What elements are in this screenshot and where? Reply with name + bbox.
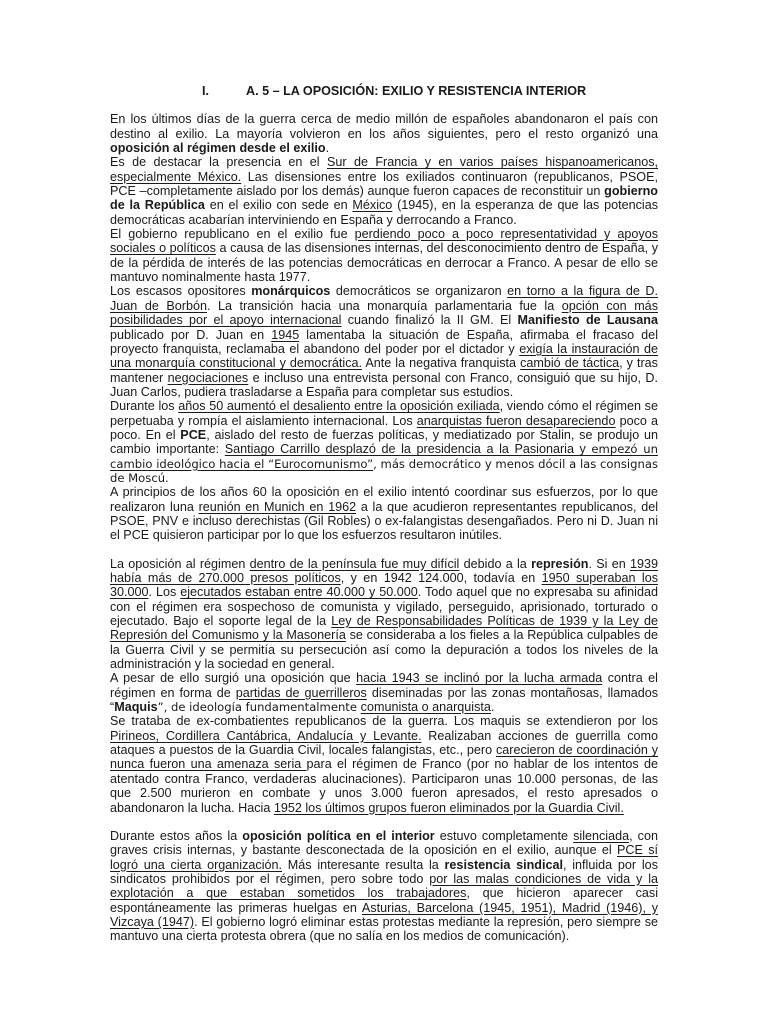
text-run: Las disensiones entre los exiliados continuaron (republicanos, PSOE, PCE –completamente aislado por los demás) aunque fueron capaces de reconstituir un	[110, 169, 658, 199]
bold-text: monárquicos	[251, 284, 331, 299]
paragraph	[110, 671, 658, 714]
text-run: La oposición al régimen	[110, 556, 250, 571]
underlined-text: ejecutados estaban entre 40.000 y 50.000	[180, 585, 418, 600]
text-run: lamentaba la situación de España, afirmaba el fracaso del proyecto franquista, reclamaba el abandono del poder por el dictador y	[110, 327, 658, 356]
text-run: , aislado del resto de fuerzas políticas, y mediatizado por Stalin, se produjo un cambio importante:	[110, 427, 658, 457]
text-run: poco a poco. En el	[110, 413, 658, 442]
text-run: A principios de los años 60 la oposición en el exilio intentó coordinar sus esfuerzos, por lo que realizaron luna	[110, 485, 658, 514]
text-run: debido a la	[459, 556, 532, 571]
underlined-text: comunista o anarquista	[360, 700, 491, 715]
underlined-text: 1939 había más de 270.000 presos políticos	[110, 556, 659, 585]
underlined-text: 1952 los últimos grupos fueron eliminados por la Guardia Civil.	[273, 800, 624, 815]
text-run: contra el régimen en forma de	[110, 671, 658, 700]
text-run: a causa de las disensiones internas, del desconocimiento dentro de España, y de la pérdida de interés de las potencias democráticas en derrocar a Franco. A pesar de ello se mantuvo nominalmente hasta 1977.	[110, 241, 659, 285]
underlined-text: reunión en Munich en 1962	[198, 499, 357, 514]
underlined-text: Ley de Responsabilidades Políticas de 1939 y la Ley de Represión del Comunismo y la Masonería	[110, 614, 658, 643]
text-run: , y tras mantener	[110, 356, 658, 385]
paragraph	[110, 112, 658, 155]
text-run: publicado por D. Juan en	[110, 327, 272, 342]
text-run: Realizaban acciones de guerrilla como ataques a puestos de la Guardia Civil, locales falangistas, etc., pero	[110, 728, 658, 758]
bold-text: oposición al régimen desde el exilio	[110, 141, 326, 156]
paragraph	[110, 227, 658, 284]
underlined-text: dentro de la península fue muy difícil	[249, 556, 460, 571]
underlined-text: años 50 aumentó el desaliento entre la oposición exiliada	[178, 399, 500, 414]
text-run: El gobierno republicano en el exilio fue	[110, 227, 355, 242]
title-number: I.	[202, 84, 209, 98]
text-run: e incluso una entrevista personal con Franco, consiguió que su hijo, D. Juan Carlos, pudiera trasladarse a España para completar sus estudios.	[110, 370, 659, 399]
text-run: diseminadas por las zonas montañosas, llamados “	[110, 685, 659, 715]
underlined-text: Sur de Francia y en varios países hispanoamericanos, especialmente México.	[110, 155, 658, 184]
paragraph-spacer	[110, 543, 658, 557]
underlined-text: negociaciones	[167, 370, 249, 385]
text-run: A pesar de ello surgió una oposición que	[110, 671, 357, 686]
underlined-text: Pirineos, Cordillera Cantábrica, Andalucía y Levante.	[110, 728, 422, 743]
underlined-text: hacia 1943 se inclinó por la lucha armada	[356, 671, 603, 686]
underlined-text: carecieron de coordinación y nunca fueron una amenaza seria	[110, 743, 658, 772]
text-run: a la que acudieron representantes republicanos, del PSOE, PNV e incluso derechistas (Gil Robles) o ex-falangistas desengañados. Pero ni D. Juan ni el PCE quisieron participar por lo que los esfuerzos resultaron inútiles.	[110, 499, 659, 543]
text-run: democráticos se organizaron	[330, 284, 508, 299]
underlined-text: en torno a la figura de D. Juan de Borbón	[110, 284, 658, 313]
text-run: , y en 1942 124.000, todavía en	[340, 571, 542, 585]
underlined-text: empezó un cambio ideológico hacia el “Eurocomunismo”	[110, 442, 658, 471]
text-run: Ante la negativa franquista	[362, 356, 521, 371]
text-run: ”, de ideología fundamentalmente	[157, 700, 361, 715]
bold-text: PCE	[180, 427, 207, 442]
paragraph	[110, 714, 658, 814]
bold-text: Manifiesto de Lausana	[517, 313, 658, 328]
title-text: A. 5 – LA OPOSICIÓN: EXILIO Y RESISTENCIA INTERIOR	[246, 84, 587, 98]
underlined-text: Asturias, Barcelona (1945, 1951), Madrid (1946), y Vizcaya (1947)	[110, 900, 658, 929]
text-run: . Los	[148, 585, 181, 600]
text-run: Los escasos opositores	[110, 284, 252, 299]
page-title	[110, 84, 658, 98]
text-run: . Todo aquel que no expresaba su afinidad con el régimen era sospechoso de comunista y vigilado, perseguido, aprisionado, torturado o ejecutado. Bajo el soporte legal de la	[110, 585, 658, 629]
text-run: , más democrático y menos dócil a las consignas de Moscú.	[110, 456, 658, 485]
text-run: Se trataba de ex-combatientes republicanos de la guerra. Los maquis se extendieron por los	[110, 714, 658, 729]
document-page	[110, 84, 658, 944]
underlined-text: México	[352, 198, 393, 213]
text-run: Más interesante resulta la	[282, 857, 445, 872]
underlined-text: Santiago Carrillo desplazó de la presidencia a la Pasionaria y	[224, 442, 592, 457]
underlined-text: cambió de táctica	[520, 356, 620, 371]
text-run: estuvo completamente	[434, 828, 574, 843]
underlined-text: perdiendo poco a poco representatividad y apoyos sociales o políticos	[110, 227, 658, 256]
text-run: . El gobierno logró eliminar estas protestas mediante la represión, pero siempre se mantuvo una cierta protesta obrera (que no salía en los medios de comunicación).	[110, 914, 659, 944]
text-run: Es de destacar la presencia en el	[110, 155, 327, 170]
underlined-text: exigía la instauración de una monarquía constitucional y democrática.	[110, 341, 658, 371]
text-run: cuando finalizó la II GM. El	[341, 313, 518, 328]
underlined-text: 1950 superaban los 30.000	[110, 571, 658, 600]
underlined-text: silenciada	[573, 828, 630, 843]
text-run: . Si en	[588, 556, 630, 571]
document-body	[110, 112, 658, 943]
text-run: se consideraba a los fieles a la República culpables de la Guerra Civil y se permitía su persecución así como la depuración a todos los niveles de la administración y la sociedad en general.	[110, 628, 658, 672]
bold-text: resistencia sindical	[444, 857, 563, 872]
text-run: .	[490, 700, 495, 715]
bold-text: oposición política en el interior	[242, 828, 435, 843]
paragraph	[110, 155, 658, 227]
paragraph	[110, 557, 658, 672]
text-run: , que hicieron aparecer casi espontáneamente las primeras huelgas en	[110, 886, 658, 915]
paragraph-spacer	[110, 815, 658, 829]
bold-text: Maquis	[114, 700, 158, 715]
paragraph	[110, 829, 658, 944]
text-run: . La transición hacia una monarquía parlamentaria fue la	[206, 298, 562, 313]
text-run: , influida por los sindicatos prohibidos por el régimen, pero sobre todo	[110, 857, 658, 886]
text-run: .	[325, 141, 330, 156]
underlined-text: anarquistas fueron desapareciendo	[416, 413, 616, 428]
underlined-text: PCE sí logró una cierta organización.	[110, 843, 658, 872]
underlined-text: por las malas condiciones de vida y la explotación a que estaban sometidos los trabajadores	[110, 871, 659, 901]
underlined-text: 1945	[271, 327, 300, 342]
bold-text: gobierno de la República	[110, 184, 658, 213]
text-run: En los últimos días de la guerra cerca de medio millón de españoles abandonaron el país con destino al exilio. La mayoría volvieron en los años siguientes, pero el resto organizó una	[110, 112, 658, 141]
text-run: (1945), en la esperanza de que las potencias democráticas acabarían interviniendo en España y derrocando a Franco.	[110, 198, 658, 227]
paragraph	[110, 284, 658, 399]
text-run: en el exilio con sede en	[204, 198, 353, 213]
text-run: , con graves crisis internas, y bastante desconectada de la oposición en el exilio, aunque el	[110, 828, 658, 858]
underlined-text: partidas de guerrilleros	[235, 685, 367, 700]
paragraph	[110, 399, 658, 485]
text-run: Durante estos años la	[110, 828, 243, 843]
text-run: , viendo cómo el régimen se perpetuaba y rompía el aislamiento internacional. Los	[110, 399, 658, 428]
bold-text: represión	[531, 556, 589, 571]
text-run: para el régimen de Franco (por no hablar de los intentos de atentado contra Franco, verdaderas alucinaciones). Participaron unas 10.000 personas, de las que 2.500 murieron en combate y unos 3.000 fueron apresados, el resto apresados o abandonaron la lucha. Hacia	[110, 757, 658, 815]
underlined-text: opción con más posibilidades por el apoyo internacional	[110, 298, 658, 328]
paragraph	[110, 485, 658, 542]
text-run: Durante los	[110, 399, 179, 414]
